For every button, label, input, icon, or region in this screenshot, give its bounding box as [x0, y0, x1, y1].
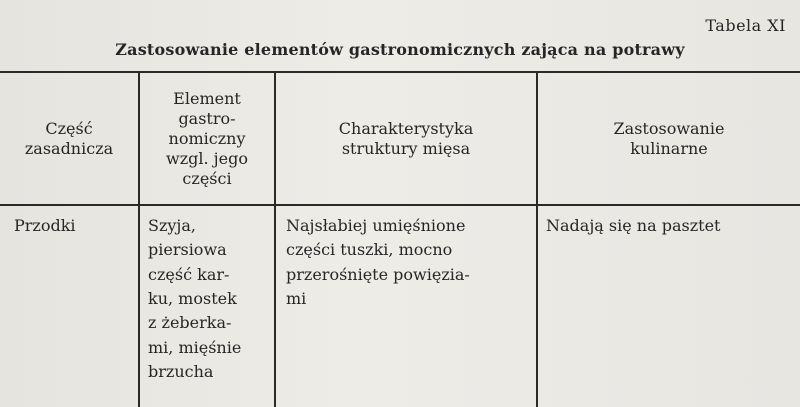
header-cell-element: [140, 73, 274, 204]
header-cell-zastosowanie: [538, 73, 800, 204]
cell-czesc: Przodki: [14, 216, 76, 235]
header-label-czesc: Część zasadnicza: [24, 118, 114, 158]
header-label-charakterystyka: Charakterystyka struktury mięsa: [338, 118, 474, 158]
header-cell-charakterystyka: [276, 73, 536, 204]
cell-charakterystyka: Najsłabiej umięśnione części tuszki, mocno przerośnięte powięzia- mi: [286, 216, 470, 308]
header-label-element: Element gastro- nomiczny wzgl. jego części: [166, 88, 248, 188]
table-title: Zastosowanie elementów gastronomicznych zająca na potrawy: [115, 40, 685, 59]
header-label-zastosowanie: Zastosowanie kulinarne: [613, 118, 725, 158]
cell-zastosowanie: Nadają się na pasztet: [546, 216, 721, 235]
cell-element: Szyja, piersiowa część kar- ku, mostek z żeberka- mi, mięśnie brzucha: [148, 216, 242, 381]
header-bottom-rule: [0, 204, 800, 206]
header-cell-czesc: [0, 73, 138, 204]
table-number: Tabela XI: [705, 16, 786, 35]
